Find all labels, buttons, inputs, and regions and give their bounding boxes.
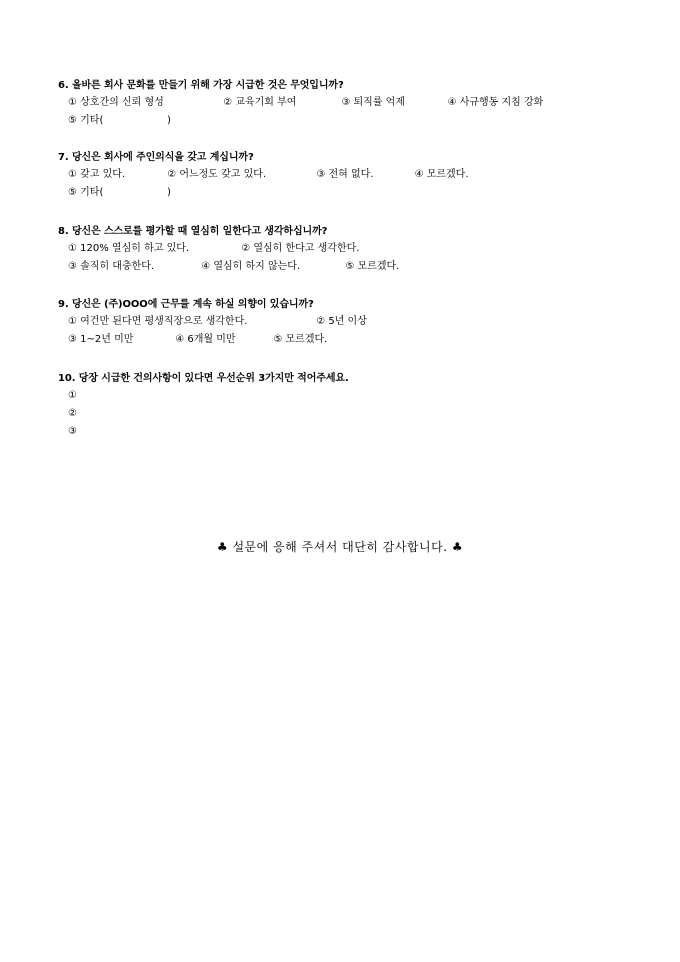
question-8-options-row-1 xyxy=(58,240,658,258)
question-6-options-row-1 xyxy=(58,94,658,112)
option-9-2[interactable]: ② 5년 이상 xyxy=(316,316,367,327)
option-7-5-other[interactable]: ⑤ 기타( ) xyxy=(68,187,171,198)
option-8-4[interactable]: ④ 열심히 하지 않는다. xyxy=(201,261,301,272)
option-9-3[interactable]: ③ 1~2년 미만 xyxy=(68,334,134,345)
question-10-answer-3 xyxy=(58,423,658,441)
closing-thanks: ♣ 설문에 응해 주셔서 대단히 감사합니다. ♣ xyxy=(216,540,464,554)
option-7-1[interactable]: ① 갖고 있다. xyxy=(68,169,126,180)
option-9-1[interactable]: ① 여건만 된다면 평생직장으로 생각한다. xyxy=(68,316,248,327)
priority-2-marker[interactable]: ② xyxy=(68,408,77,419)
question-8-title: 8. 당신은 스스로를 평가할 때 열심히 일한다고 생각하십니까? xyxy=(58,226,328,237)
question-9-options-row-2 xyxy=(58,331,658,349)
question-7-title: 7. 당신은 회사에 주인의식을 갖고 계십니까? xyxy=(58,152,254,163)
option-6-4[interactable]: ④ 사규행동 지침 강화 xyxy=(447,97,544,108)
priority-1-marker[interactable]: ① xyxy=(68,390,77,401)
option-8-1[interactable]: ① 120% 열심히 하고 있다. xyxy=(68,243,190,254)
question-6-title: 6. 올바른 회사 문화를 만들기 위해 가장 시급한 것은 무엇입니까? xyxy=(58,80,344,91)
option-8-2[interactable]: ② 열심히 한다고 생각한다. xyxy=(241,243,360,254)
question-8-options-row-2 xyxy=(58,258,658,276)
question-10-title: 10. 당장 시급한 건의사항이 있다면 우선순위 3가지만 적어주세요. xyxy=(58,373,349,384)
option-6-5-other[interactable]: ⑤ 기타( ) xyxy=(68,115,171,126)
option-7-4[interactable]: ④ 모르겠다. xyxy=(414,169,469,180)
question-10-answer-1 xyxy=(58,387,658,405)
option-6-2[interactable]: ② 교육기회 부여 xyxy=(223,97,297,108)
question-9-title: 9. 당신은 (주)OOO에 근무를 계속 하실 의향이 있습니까? xyxy=(58,299,314,310)
option-9-5[interactable]: ⑤ 모르겠다. xyxy=(273,334,328,345)
option-7-3[interactable]: ③ 전혀 없다. xyxy=(316,169,374,180)
question-7 xyxy=(58,150,658,202)
option-7-2[interactable]: ② 어느정도 갖고 있다. xyxy=(167,169,267,180)
option-8-3[interactable]: ③ 솔직히 대충한다. xyxy=(68,261,155,272)
question-6-options-row-2 xyxy=(58,112,658,130)
option-6-1[interactable]: ① 상호간의 신뢰 형성 xyxy=(68,97,164,108)
option-8-5[interactable]: ⑤ 모르겠다. xyxy=(345,261,400,272)
option-6-3[interactable]: ③ 퇴직률 억제 xyxy=(341,97,405,108)
question-10-answer-2 xyxy=(58,405,658,423)
priority-3-marker[interactable]: ③ xyxy=(68,426,77,437)
question-7-options-row-2 xyxy=(58,184,658,202)
question-8 xyxy=(58,224,658,276)
question-9-options-row-1 xyxy=(58,313,658,331)
option-9-4[interactable]: ④ 6개월 미만 xyxy=(175,334,236,345)
question-6 xyxy=(58,78,658,130)
question-10 xyxy=(58,371,658,441)
question-7-options-row-1 xyxy=(58,166,658,184)
question-9 xyxy=(58,297,658,349)
